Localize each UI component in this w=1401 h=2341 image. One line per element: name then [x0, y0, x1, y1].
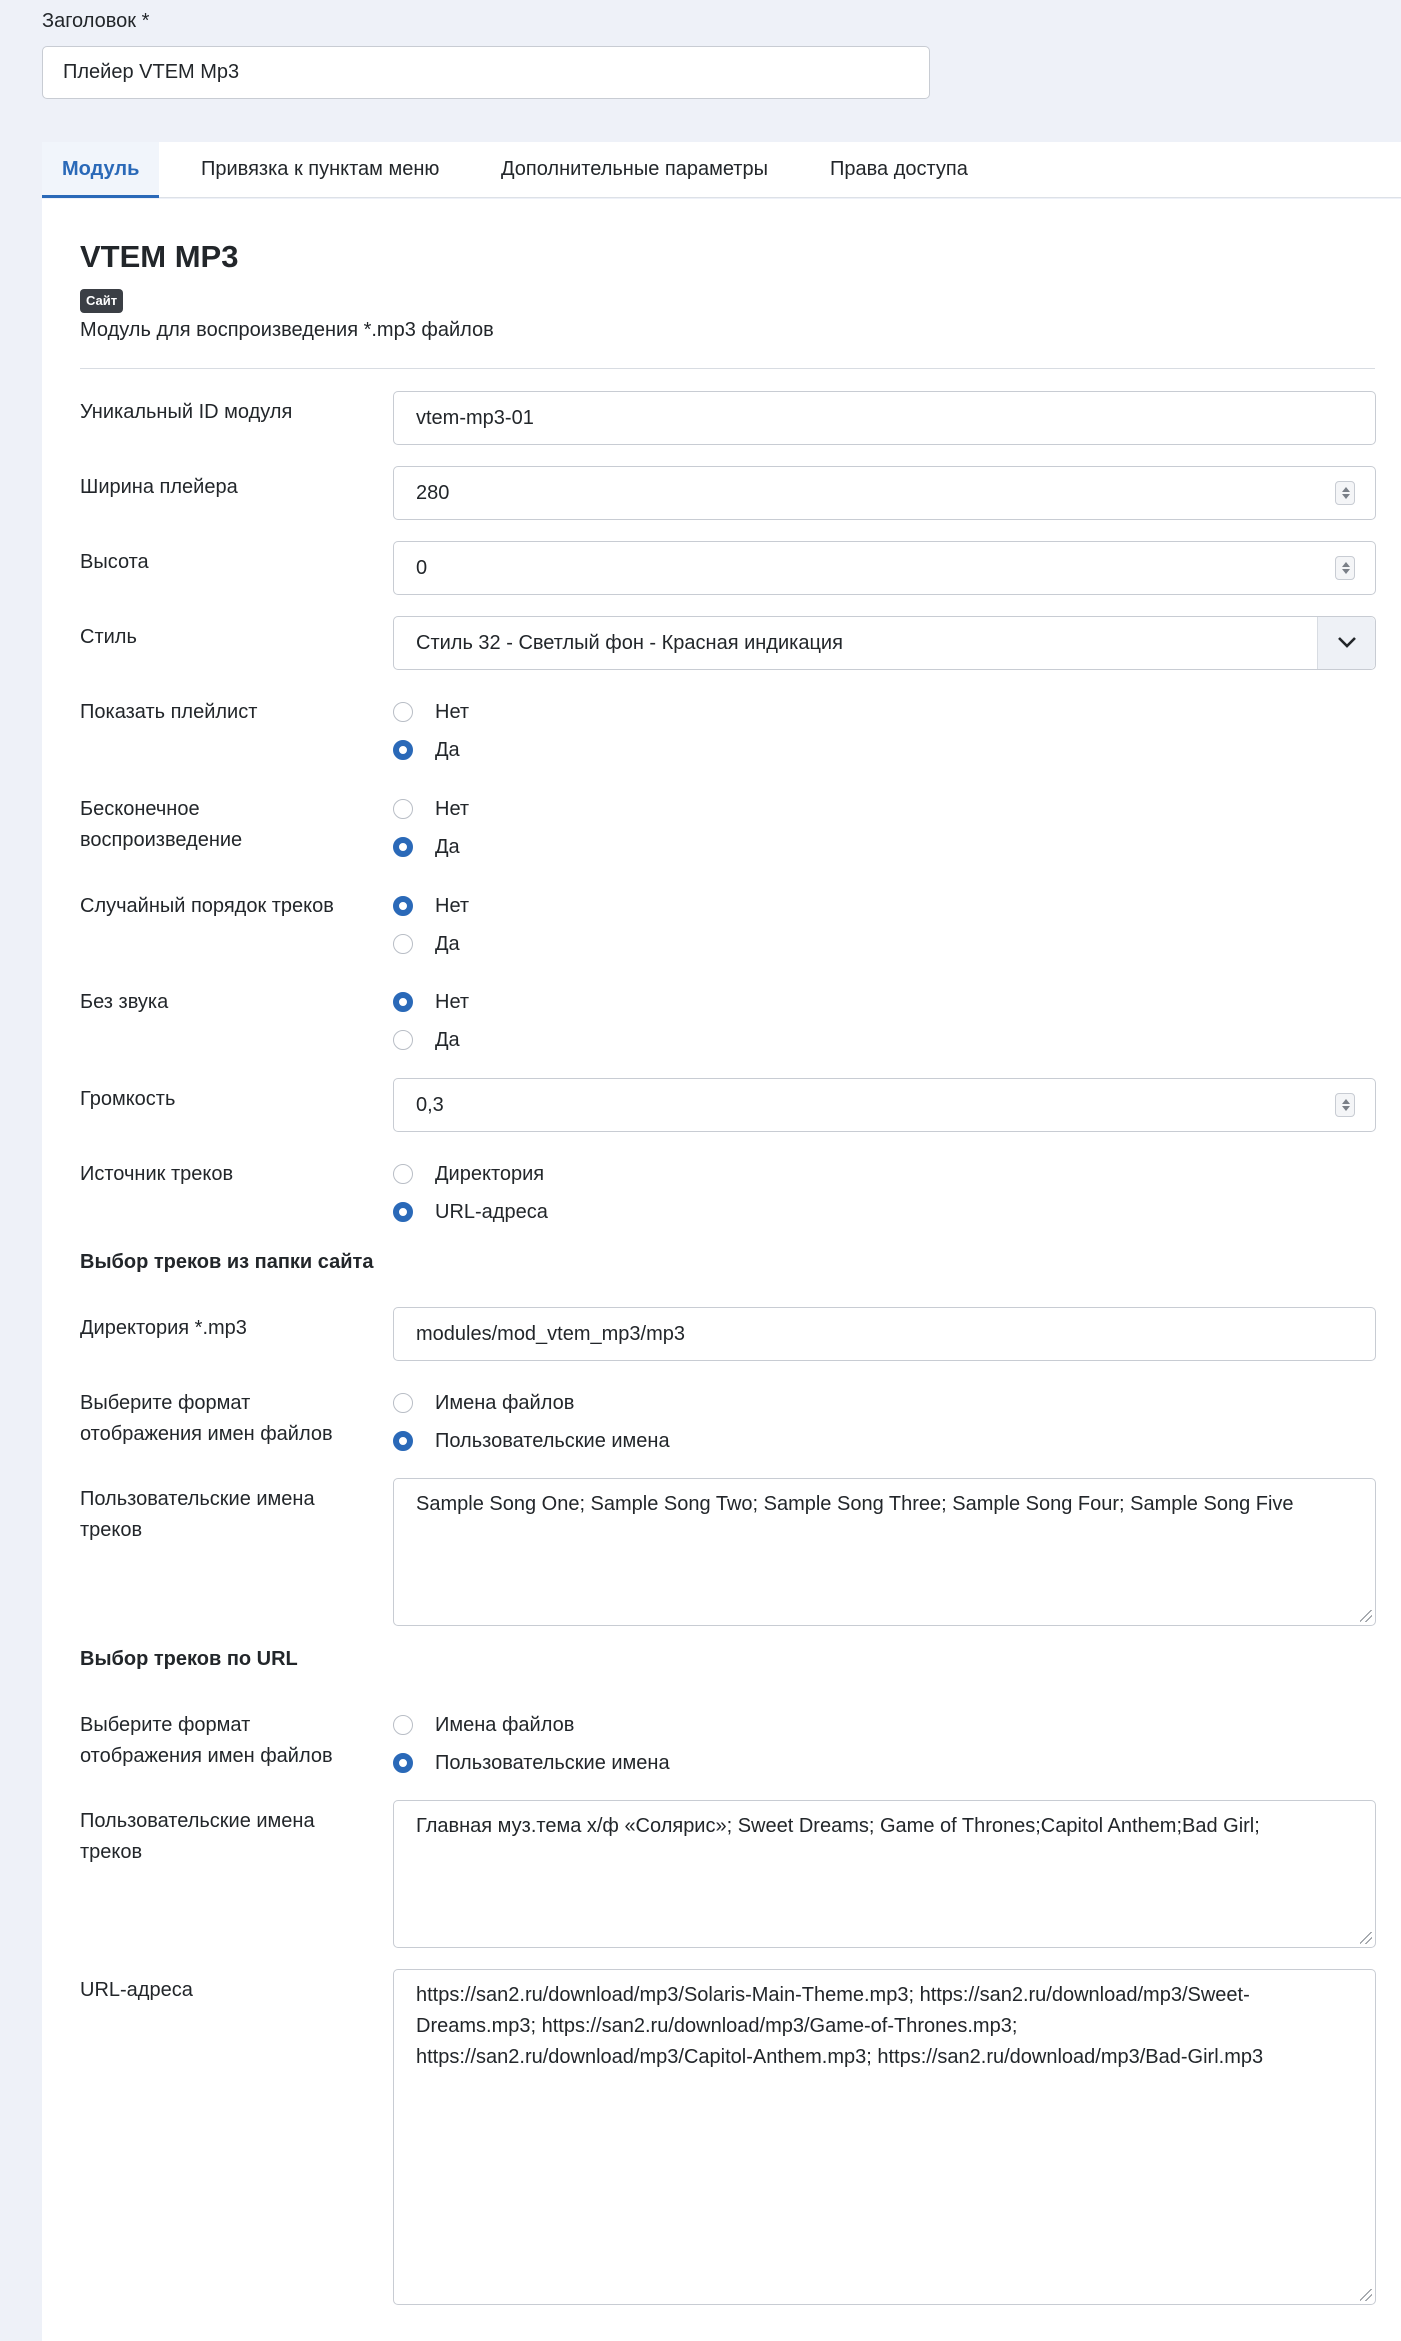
show-playlist-radio-yes[interactable]: [393, 740, 413, 760]
title-label: Заголовок *: [42, 10, 150, 32]
unique-id-label: Уникальный ID модуля: [80, 401, 293, 423]
tab-permissions[interactable]: Права доступа: [830, 158, 968, 180]
resize-grip[interactable]: [1360, 1932, 1372, 1944]
shuffle-radio-yes[interactable]: [393, 934, 413, 954]
folder-format-option-filenames[interactable]: Имена файлов: [435, 1392, 575, 1414]
url-format-option-custom[interactable]: Пользовательские имена: [435, 1752, 670, 1774]
loop-option-yes[interactable]: Да: [435, 836, 460, 858]
mute-radio-yes[interactable]: [393, 1030, 413, 1050]
loop-option-no[interactable]: Нет: [435, 798, 470, 820]
module-description: Модуль для воспроизведения *.mp3 файлов: [80, 319, 494, 341]
show-playlist-option-no[interactable]: Нет: [435, 701, 470, 723]
shuffle-option-yes[interactable]: Да: [435, 933, 460, 955]
source-radio-directory[interactable]: [393, 1164, 413, 1184]
source-radio-urls[interactable]: [393, 1202, 413, 1222]
volume-input[interactable]: [393, 1078, 1376, 1132]
player-width-value: 280: [416, 482, 450, 504]
resize-grip[interactable]: [1360, 2289, 1372, 2301]
mute-option-no[interactable]: Нет: [435, 991, 470, 1013]
folder-section-heading: Выбор треков из папки сайта: [80, 1251, 374, 1273]
player-width-input[interactable]: [393, 466, 1376, 520]
style-select[interactable]: [393, 616, 1376, 670]
site-badge: Сайт: [80, 289, 123, 313]
folder-custom-names-label: Пользовательские имена треков: [80, 1488, 315, 1541]
divider: [80, 368, 1375, 369]
tab-module[interactable]: Модуль: [42, 142, 159, 198]
stepper-icon[interactable]: [1335, 481, 1355, 505]
chevron-down-icon: [1337, 635, 1357, 649]
urls-value: https://san2.ru/download/mp3/Solaris-Main-Theme.mp3; https://san2.ru/download/mp3/Sweet-Dreams.mp3; https://san2.ru/download/mp3/Game-of-Thrones.mp3; https://san2.ru/download/mp3/Capitol-Anthem.mp3; https://san2.ru/download/mp3/Bad-Girl.mp3: [416, 1984, 1264, 2068]
loop-label: Бесконечное воспроизведение: [80, 798, 243, 851]
url-format-radio-filenames[interactable]: [393, 1715, 413, 1735]
source-option-directory[interactable]: Директория: [435, 1163, 545, 1185]
player-width-label: Ширина плейера: [80, 476, 238, 498]
select-toggle[interactable]: [1317, 617, 1375, 669]
url-custom-names-value: Главная муз.тема х/ф «Солярис»; Sweet Dreams; Game of Thrones;Capitol Anthem;Bad Girl;: [416, 1815, 1260, 1837]
stepper-icon[interactable]: [1335, 1093, 1355, 1117]
style-value: Стиль 32 - Светлый фон - Красная индикация: [416, 632, 843, 654]
url-format-label: Выберите формат отображения имен файлов: [80, 1714, 333, 1767]
folder-format-label: Выберите формат отображения имен файлов: [80, 1392, 333, 1445]
loop-radio-yes[interactable]: [393, 837, 413, 857]
height-input[interactable]: [393, 541, 1376, 595]
show-playlist-label: Показать плейлист: [80, 701, 258, 723]
urls-textarea[interactable]: [393, 1969, 1376, 2305]
title-input[interactable]: Плейер VTEM Mp3: [42, 46, 930, 99]
source-label: Источник треков: [80, 1163, 234, 1185]
height-label: Высота: [80, 551, 149, 573]
mute-label: Без звука: [80, 991, 169, 1013]
show-playlist-radio-no[interactable]: [393, 702, 413, 722]
source-option-urls[interactable]: URL-адреса: [435, 1201, 548, 1223]
url-custom-names-textarea[interactable]: [393, 1800, 1376, 1948]
folder-custom-names-textarea[interactable]: [393, 1478, 1376, 1626]
mute-radio-no[interactable]: [393, 992, 413, 1012]
module-title: VTEM MP3: [80, 239, 239, 274]
url-format-option-filenames[interactable]: Имена файлов: [435, 1714, 575, 1736]
resize-grip[interactable]: [1360, 1610, 1372, 1622]
module-panel: [42, 199, 1401, 2341]
unique-id-input[interactable]: vtem-mp3-01: [393, 391, 1376, 445]
shuffle-radio-no[interactable]: [393, 896, 413, 916]
folder-format-radio-custom[interactable]: [393, 1431, 413, 1451]
folder-format-radio-filenames[interactable]: [393, 1393, 413, 1413]
tab-bar: [42, 142, 1401, 198]
directory-input[interactable]: modules/mod_vtem_mp3/mp3: [393, 1307, 1376, 1361]
folder-custom-names-value: Sample Song One; Sample Song Two; Sample Song Three; Sample Song Four; Sample Song Five: [416, 1493, 1294, 1515]
tab-menu-assignment[interactable]: Привязка к пунктам меню: [201, 158, 440, 180]
height-value: 0: [416, 557, 428, 579]
folder-format-option-custom[interactable]: Пользовательские имена: [435, 1430, 670, 1452]
loop-radio-no[interactable]: [393, 799, 413, 819]
volume-value: 0,3: [416, 1094, 444, 1116]
style-label: Стиль: [80, 626, 137, 648]
url-section-heading: Выбор треков по URL: [80, 1648, 298, 1670]
url-format-radio-custom[interactable]: [393, 1753, 413, 1773]
mute-option-yes[interactable]: Да: [435, 1029, 460, 1051]
directory-label: Директория *.mp3: [80, 1317, 247, 1339]
tab-advanced[interactable]: Дополнительные параметры: [501, 158, 768, 180]
volume-label: Громкость: [80, 1088, 176, 1110]
stepper-icon[interactable]: [1335, 556, 1355, 580]
url-custom-names-label: Пользовательские имена треков: [80, 1810, 315, 1863]
show-playlist-option-yes[interactable]: Да: [435, 739, 460, 761]
urls-label: URL-адреса: [80, 1979, 193, 2001]
shuffle-label: Случайный порядок треков: [80, 895, 334, 917]
shuffle-option-no[interactable]: Нет: [435, 895, 470, 917]
